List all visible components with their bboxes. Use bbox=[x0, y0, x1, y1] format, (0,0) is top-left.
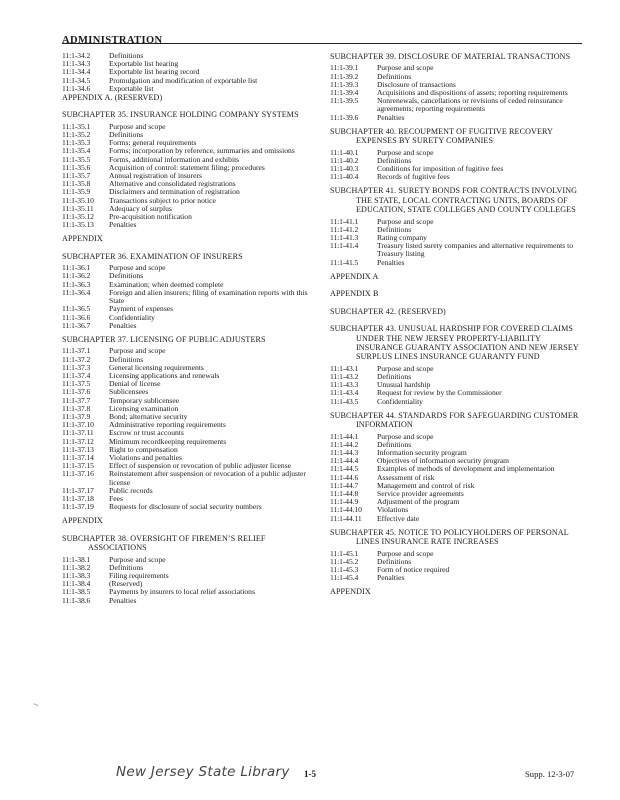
toc-entry bbox=[62, 305, 314, 313]
toc-entry bbox=[62, 572, 314, 580]
library-watermark: New Jersey State Library bbox=[116, 764, 290, 780]
toc-entry bbox=[62, 322, 314, 330]
toc-entry bbox=[62, 221, 314, 229]
toc-entry bbox=[62, 487, 314, 495]
section-title: Purpose and scope bbox=[377, 216, 434, 226]
toc-entry bbox=[330, 114, 588, 122]
section-title: Violations and penalties bbox=[109, 452, 182, 462]
section-number: 11:1-35.12 bbox=[62, 212, 94, 222]
section-number: 11:1-36.5 bbox=[62, 304, 91, 314]
section-number: 11:1-40.2 bbox=[330, 155, 359, 165]
section-title: Promulgation and modification of exportable list bbox=[109, 75, 258, 85]
toc-entry bbox=[330, 149, 588, 157]
toc-entry bbox=[62, 597, 314, 605]
section-title: Effect of suspension or revocation of public adjuster license bbox=[109, 461, 292, 471]
toc-entry bbox=[330, 173, 588, 181]
toc-entry bbox=[62, 380, 314, 388]
right-column bbox=[330, 52, 588, 600]
section-number: 11:1-38.3 bbox=[62, 571, 91, 580]
section-title: Purpose and scope bbox=[377, 431, 434, 441]
section-number: 11:1-41.1 bbox=[330, 216, 359, 226]
section-title: Form of notice required bbox=[377, 565, 450, 575]
section-number: 11:1-34.5 bbox=[62, 75, 91, 85]
section-title: (Reserved) bbox=[109, 579, 143, 589]
section-title: Purpose and scope bbox=[377, 363, 434, 373]
toc-entry bbox=[330, 242, 588, 258]
section-title: Transactions subject to prior notice bbox=[109, 195, 216, 205]
section-heading: APPENDIX A bbox=[330, 271, 379, 281]
section-title: Definitions bbox=[377, 371, 412, 381]
toc-entry bbox=[62, 446, 314, 454]
section-number: 11:1-35.4 bbox=[62, 146, 91, 156]
section-number: 11:1-34.6 bbox=[62, 83, 91, 93]
toc-entry bbox=[330, 506, 588, 514]
section-number: 11:1-41.4 bbox=[330, 241, 359, 251]
section-number: 11:1-35.6 bbox=[62, 162, 91, 172]
section-title: Disclaimers and termination of registration bbox=[109, 187, 240, 197]
toc-entry bbox=[330, 218, 588, 226]
section-title: Examples of methods of development and implementation bbox=[377, 464, 555, 474]
section-number: 11:1-40.3 bbox=[330, 164, 359, 174]
section-title: Rating company bbox=[377, 233, 427, 243]
section-heading: SUBCHAPTER 39. DISCLOSURE OF MATERIAL TRANSACTIONS bbox=[330, 52, 571, 61]
toc-entry bbox=[62, 213, 314, 221]
section-number: 11:1-36.4 bbox=[62, 287, 91, 297]
section-number: 11:1-39.2 bbox=[330, 71, 359, 81]
section-title: Definitions bbox=[109, 130, 144, 140]
section-number: 11:1-37.6 bbox=[62, 387, 91, 397]
section-title: Purpose and scope bbox=[109, 263, 166, 273]
toc-entry bbox=[330, 165, 588, 173]
section-title: Licensing examination bbox=[109, 403, 179, 413]
section-title: Licensing applications and renewals bbox=[109, 370, 220, 380]
section-title: Disclosure of transactions bbox=[377, 79, 456, 89]
toc-entry bbox=[330, 64, 588, 72]
section-title: Payment of expenses bbox=[109, 304, 174, 314]
toc-entry bbox=[330, 566, 588, 574]
section-number: 11:1-38.2 bbox=[62, 562, 91, 572]
section-title: Confidentiality bbox=[377, 396, 423, 406]
toc-entry bbox=[62, 503, 314, 511]
section-title: Payments by insurers to local relief associations bbox=[109, 587, 255, 597]
section-number: 11:1-44.7 bbox=[330, 480, 359, 490]
section-number: 11:1-35.11 bbox=[62, 203, 94, 213]
toc-entry bbox=[330, 465, 588, 473]
section-title: Examination; when deemed complete bbox=[109, 279, 224, 289]
section-title: Acquisition of control: statement filing; procedures bbox=[109, 162, 265, 172]
section-number: 11:1-44.11 bbox=[330, 513, 362, 523]
section-number: 11:1-37.19 bbox=[62, 502, 94, 512]
section-title: General licensing requirements bbox=[109, 362, 204, 372]
section-title: Forms, additional information and exhibits bbox=[109, 154, 240, 164]
section-title: Definitions bbox=[109, 562, 144, 572]
section-title: Purpose and scope bbox=[109, 346, 166, 356]
toc-entry bbox=[330, 558, 588, 566]
section-title: Definitions bbox=[377, 439, 412, 449]
section-number: 11:1-45.3 bbox=[330, 565, 359, 575]
section-title: Definitions bbox=[377, 556, 412, 566]
toc-entry bbox=[62, 85, 314, 93]
section-title: Penalties bbox=[109, 595, 137, 605]
section-heading: SUBCHAPTER 45. NOTICE TO POLICYHOLDERS OF PERSONAL LINES INSURANCE RATE INCREASES bbox=[330, 527, 569, 547]
section-heading: APPENDIX bbox=[330, 587, 371, 597]
section-title: Temporary sublicensee bbox=[109, 395, 180, 405]
toc-entry bbox=[62, 388, 314, 396]
section-number: 11:1-37.3 bbox=[62, 362, 91, 372]
section-title: Forms; general requirements bbox=[109, 138, 197, 148]
section-title: Forms; incorporation by reference, summaries and omissions bbox=[109, 146, 295, 156]
section-number: 11:1-44.9 bbox=[330, 497, 359, 507]
section-number: 11:1-44.4 bbox=[330, 456, 359, 466]
section-title: Purpose and scope bbox=[377, 147, 434, 157]
section-number: 11:1-44.1 bbox=[330, 431, 359, 441]
section-number: 11:1-37.18 bbox=[62, 493, 94, 503]
section-number: 11:1-35.13 bbox=[62, 220, 94, 230]
section-title: Request for review by the Commissioner bbox=[377, 388, 502, 398]
section-number: 11:1-39.5 bbox=[330, 96, 359, 106]
toc-entry bbox=[330, 373, 588, 381]
section-number: 11:1-36.3 bbox=[62, 279, 91, 289]
section-number: 11:1-34.3 bbox=[62, 59, 91, 69]
toc-entry bbox=[330, 389, 588, 397]
section-title: Right to compensation bbox=[109, 444, 178, 454]
page-header bbox=[62, 30, 582, 44]
section-title: Requests for disclosure of social security numbers bbox=[109, 502, 262, 512]
section-title: Bond; alternative security bbox=[109, 411, 188, 421]
section-number: 11:1-37.5 bbox=[62, 379, 91, 389]
section-heading: SUBCHAPTER 41. SURETY BONDS FOR CONTRACTS INVOLVING THE STATE, LOCAL CONTRACTING UNITS, BOARDS OF EDUCATION, STATE COLLEGES AND COUNTY COLLEGES bbox=[330, 186, 578, 215]
section-title: Violations bbox=[377, 505, 409, 515]
section-number: 11:1-43.3 bbox=[330, 380, 359, 390]
section-number: 11:1-35.7 bbox=[62, 171, 91, 181]
section-title: Definitions bbox=[377, 71, 412, 81]
scan-mark bbox=[33, 703, 39, 708]
toc-entry bbox=[62, 289, 314, 305]
section-number: 11:1-37.2 bbox=[62, 354, 91, 364]
toc-entry bbox=[62, 264, 314, 272]
toc-entry bbox=[62, 397, 314, 405]
section-number: 11:1-38.6 bbox=[62, 595, 91, 605]
toc-entry bbox=[62, 405, 314, 413]
section-heading: APPENDIX bbox=[62, 516, 103, 526]
section-title: Fees bbox=[109, 493, 123, 503]
toc-entry bbox=[330, 515, 588, 523]
toc-entry bbox=[62, 197, 314, 205]
section-title: Penalties bbox=[377, 573, 405, 583]
section-number: 11:1-37.10 bbox=[62, 420, 94, 430]
section-number: 11:1-41.2 bbox=[330, 224, 359, 234]
section-title: Sublicensees bbox=[109, 387, 149, 397]
section-number: 11:1-36.1 bbox=[62, 263, 91, 273]
section-title: Exportable list hearing record bbox=[109, 67, 200, 77]
section-title: Treasury listed surety companies and alternative requirements to Treasury listing bbox=[377, 241, 574, 259]
toc-entry bbox=[62, 77, 314, 85]
section-title: Penalties bbox=[109, 320, 137, 330]
section-number: 11:1-38.5 bbox=[62, 587, 91, 597]
section-title: Purpose and scope bbox=[109, 554, 166, 564]
left-column bbox=[62, 52, 314, 605]
section-number: 11:1-37.8 bbox=[62, 403, 91, 413]
toc-entry bbox=[62, 588, 314, 596]
section-title: Annual registration of insurers bbox=[109, 171, 203, 181]
toc-entry bbox=[330, 498, 588, 506]
section-title: Penalties bbox=[377, 257, 405, 267]
section-title: Definitions bbox=[109, 51, 144, 60]
section-heading: SUBCHAPTER 36. EXAMINATION OF INSURERS bbox=[62, 251, 243, 261]
section-number: 11:1-37.12 bbox=[62, 436, 94, 446]
section-title: Filing requirements bbox=[109, 571, 169, 580]
section-title: Nonrenewals, cancellations or revisions of ceded reinsurance agreements; reporting requirements bbox=[377, 96, 563, 114]
toc-entry bbox=[330, 97, 588, 113]
section-title: Exportable list bbox=[109, 83, 154, 93]
section-title: Effective date bbox=[377, 513, 420, 523]
section-title: Foreign and alien insurers; filing of examination reports with this State bbox=[109, 287, 308, 306]
toc-entry bbox=[62, 564, 314, 572]
section-heading: SUBCHAPTER 43. UNUSUAL HARDSHIP FOR COVERED CLAIMS UNDER THE NEW JERSEY PROPERTY-LIABILITY INSURANCE GUARANTY ASSOCIATION AND NEW JERSEY SURPLUS LINES INSURANCE GUARANTY FUND bbox=[330, 324, 579, 362]
toc-entry bbox=[62, 123, 314, 131]
toc-entry bbox=[62, 314, 314, 322]
toc-entry bbox=[330, 226, 588, 234]
section-number: 11:1-34.2 bbox=[62, 51, 91, 60]
section-number: 11:1-40.1 bbox=[330, 147, 359, 157]
section-title: Objectives of information security program bbox=[377, 456, 510, 466]
toc-entry bbox=[62, 52, 314, 60]
page-title: ADMINISTRATION bbox=[62, 35, 163, 46]
toc-entry bbox=[330, 433, 588, 441]
toc-entry bbox=[62, 421, 314, 429]
section-number: 11:1-37.9 bbox=[62, 411, 91, 421]
section-title: Confidentiality bbox=[109, 312, 155, 322]
toc-entry bbox=[330, 490, 588, 498]
section-number: 11:1-37.1 bbox=[62, 346, 91, 356]
section-title: Definitions bbox=[109, 354, 144, 364]
section-title: Reinstatement after suspension or revocation of a public adjuster license bbox=[109, 469, 306, 487]
toc-entry bbox=[62, 347, 314, 355]
section-number: 11:1-35.10 bbox=[62, 195, 94, 205]
toc-entry bbox=[62, 438, 314, 446]
section-number: 11:1-37.15 bbox=[62, 461, 94, 471]
section-number: 11:1-37.14 bbox=[62, 452, 94, 462]
page-footer bbox=[0, 762, 620, 786]
section-title: Denial of license bbox=[109, 379, 161, 389]
supplement-date: Supp. 12-3-07 bbox=[525, 769, 575, 779]
header-rule bbox=[62, 43, 582, 44]
toc-entry bbox=[330, 550, 588, 558]
section-number: 11:1-35.3 bbox=[62, 138, 91, 148]
section-number: 11:1-43.4 bbox=[330, 388, 359, 398]
section-title: Adequacy of surplus bbox=[109, 203, 172, 213]
section-number: 11:1-39.3 bbox=[330, 79, 359, 89]
section-number: 11:1-38.1 bbox=[62, 554, 91, 564]
section-number: 11:1-37.7 bbox=[62, 395, 91, 405]
section-title: Assessment of risk bbox=[377, 472, 435, 482]
section-title: Penalties bbox=[109, 220, 137, 230]
section-heading: APPENDIX A. (RESERVED) bbox=[62, 93, 163, 103]
section-number: 11:1-45.1 bbox=[330, 548, 359, 558]
section-title: Records of fugitive fees bbox=[377, 172, 450, 182]
section-heading: SUBCHAPTER 42. (RESERVED) bbox=[330, 306, 446, 316]
section-number: 11:1-45.4 bbox=[330, 573, 359, 583]
section-title: Unusual hardship bbox=[377, 380, 431, 390]
section-title: Administrative reporting requirements bbox=[109, 420, 226, 430]
toc-entry bbox=[330, 73, 588, 81]
section-number: 11:1-43.2 bbox=[330, 371, 359, 381]
section-number: 11:1-44.10 bbox=[330, 505, 362, 515]
section-heading: APPENDIX bbox=[62, 234, 103, 244]
section-number: 11:1-35.1 bbox=[62, 121, 91, 131]
section-title: Purpose and scope bbox=[109, 121, 166, 131]
section-title: Acquisitions and dispositions of assets; reporting requirements bbox=[377, 88, 568, 98]
section-number: 11:1-44.8 bbox=[330, 488, 359, 498]
section-title: Management and control of risk bbox=[377, 480, 475, 490]
section-number: 11:1-36.7 bbox=[62, 320, 91, 330]
section-number: 11:1-39.4 bbox=[330, 88, 359, 98]
section-number: 11:1-44.5 bbox=[330, 464, 359, 474]
section-number: 11:1-44.6 bbox=[330, 472, 359, 482]
section-number: 11:1-35.9 bbox=[62, 187, 91, 197]
section-title: Adjustment of the program bbox=[377, 497, 460, 507]
section-number: 11:1-37.4 bbox=[62, 370, 91, 380]
section-number: 11:1-37.17 bbox=[62, 485, 94, 495]
section-title: Service provider agreements bbox=[377, 488, 464, 498]
section-heading: SUBCHAPTER 35. INSURANCE HOLDING COMPANY SYSTEMS bbox=[62, 110, 299, 120]
section-title: Escrow or trust accounts bbox=[109, 428, 184, 438]
section-title: Definitions bbox=[377, 155, 412, 165]
section-number: 11:1-40.4 bbox=[330, 172, 359, 182]
toc-entry bbox=[330, 574, 588, 582]
toc-entry bbox=[330, 365, 588, 373]
section-number: 11:1-35.5 bbox=[62, 154, 91, 164]
section-number: 11:1-43.5 bbox=[330, 396, 359, 406]
section-number: 11:1-41.3 bbox=[330, 233, 359, 243]
toc-entry bbox=[62, 556, 314, 564]
section-number: 11:1-36.6 bbox=[62, 312, 91, 322]
section-title: Purpose and scope bbox=[377, 63, 434, 73]
section-title: Exportable list hearing bbox=[109, 59, 179, 69]
section-number: 11:1-39.6 bbox=[330, 112, 359, 122]
section-number: 11:1-35.2 bbox=[62, 130, 91, 140]
section-title: Public records bbox=[109, 485, 153, 495]
toc-entry bbox=[62, 372, 314, 380]
section-title: Information security program bbox=[377, 447, 467, 457]
section-number: 11:1-39.1 bbox=[330, 63, 359, 73]
section-number: 11:1-34.4 bbox=[62, 67, 91, 77]
section-heading: SUBCHAPTER 44. STANDARDS FOR SAFEGUARDING CUSTOMER INFORMATION bbox=[330, 410, 579, 430]
toc-entry bbox=[62, 470, 314, 486]
section-heading: SUBCHAPTER 37. LICENSING OF PUBLIC ADJUSTERS bbox=[62, 334, 266, 344]
section-title: Minimum recordkeeping requirements bbox=[109, 436, 227, 446]
section-number: 11:1-37.16 bbox=[62, 469, 94, 479]
section-number: 11:1-38.4 bbox=[62, 579, 91, 589]
toc-entry bbox=[330, 259, 588, 267]
section-number: 11:1-37.13 bbox=[62, 444, 94, 454]
section-title: Pre-acquisition notification bbox=[109, 212, 192, 222]
section-number: 11:1-44.2 bbox=[330, 439, 359, 449]
section-heading: SUBCHAPTER 40. RECOUPMENT OF FUGITIVE RECOVERY EXPENSES BY SURETY COMPANIES bbox=[330, 126, 553, 146]
section-title: Penalties bbox=[377, 112, 405, 122]
section-number: 11:1-35.8 bbox=[62, 179, 91, 189]
section-number: 11:1-43.1 bbox=[330, 363, 359, 373]
section-heading: APPENDIX B bbox=[330, 289, 379, 299]
page-number: 1-5 bbox=[304, 769, 316, 779]
section-number: 11:1-37.11 bbox=[62, 428, 94, 438]
toc-entry bbox=[330, 398, 588, 406]
section-title: Definitions bbox=[109, 271, 144, 281]
section-number: 11:1-45.2 bbox=[330, 556, 359, 566]
section-title: Alternative and consolidated registrations bbox=[109, 179, 236, 189]
section-title: Purpose and scope bbox=[377, 548, 434, 558]
spacer bbox=[330, 597, 588, 600]
section-title: Conditions for imposition of fugitive fees bbox=[377, 164, 504, 174]
section-number: 11:1-41.5 bbox=[330, 257, 359, 267]
section-title: Definitions bbox=[377, 224, 412, 234]
section-number: 11:1-44.3 bbox=[330, 447, 359, 457]
section-heading: SUBCHAPTER 38. OVERSIGHT OF FIREMEN’S RELIEF ASSOCIATIONS bbox=[62, 533, 266, 553]
section-number: 11:1-36.2 bbox=[62, 271, 91, 281]
